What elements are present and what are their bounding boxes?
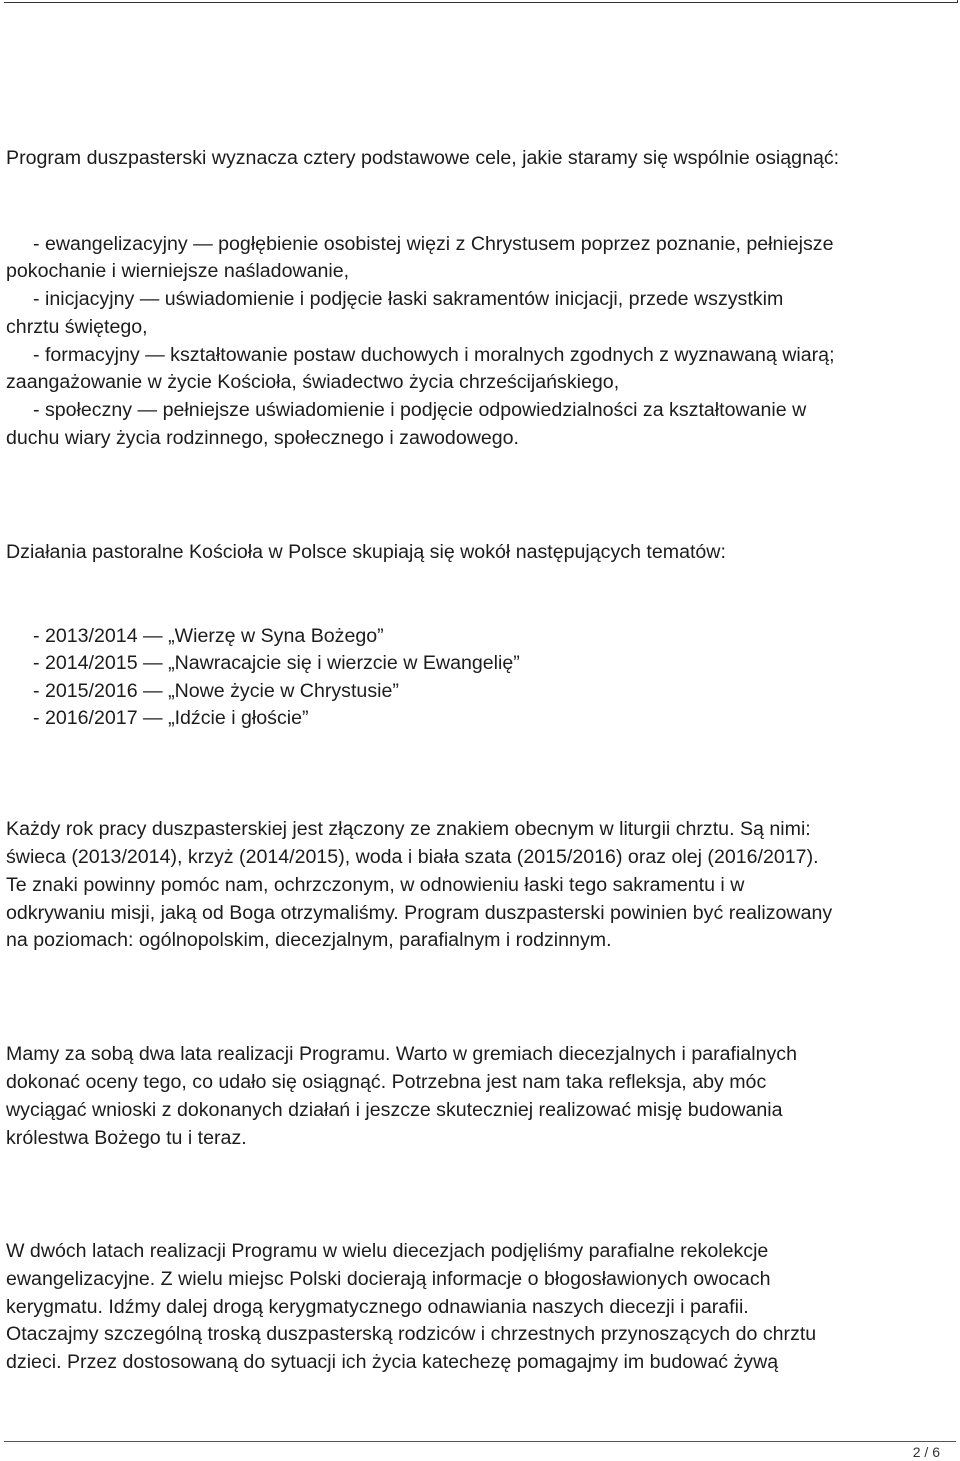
goal-4-line-1: - społeczny — pełniejsze uświadomienie i podjęcie odpowiedzialności za kształtowanie w: [33, 399, 807, 421]
goal-4-line-2: duchu wiary życia rodzinnego, społecznego i zawodowego.: [6, 427, 520, 449]
para4-line: dokonać oceny tego, co udało się osiągnąć. Potrzebna jest nam taka refleksja, aby móc: [6, 1071, 767, 1093]
goal-1-line-1: - ewangelizacyjny — pogłębienie osobistej więzi z Chrystusem poprzez poznanie, pełniejsze: [33, 233, 834, 255]
para3-line: odkrywaniu misji, jaką od Boga otrzymaliśmy. Program duszpasterski powinien być realizowany: [6, 902, 833, 924]
para5-line: ewangelizacyjne. Z wielu miejsc Polski docierają informacje o błogosławionych owocach: [6, 1268, 771, 1290]
goal-1-line-2: pokochanie i wierniejsze naśladowanie,: [6, 260, 350, 282]
top-rule: [4, 2, 958, 3]
para5-line: W dwóch latach realizacji Programu w wielu diecezjach podjęliśmy parafialne rekolekcje: [6, 1240, 769, 1262]
goal-3-line-1: - formacyjny — kształtowanie postaw duchowych i moralnych zgodnych z wyznawaną wiarą;: [33, 344, 835, 366]
para4-line: wyciągać wnioski z dokonanych działań i jeszcze skuteczniej realizować misję budowania: [6, 1099, 783, 1121]
para5-line: dzieci. Przez dostosowaną do sytuacji ich życia katechezę pomagajmy im budować żywą: [6, 1351, 779, 1373]
goal-2-line-1: - inicjacyjny — uświadomienie i podjęcie łaski sakramentów inicjacji, przede wszystkim: [33, 288, 784, 310]
top-rule-tick: [957, 0, 958, 3]
para3-line: świeca (2013/2014), krzyż (2014/2015), woda i biała szata (2015/2016) oraz olej (2016/2017).: [6, 846, 819, 868]
theme-item: - 2015/2016 — „Nowe życie w Chrystusie”: [33, 680, 399, 702]
theme-item: - 2013/2014 — „Wierzę w Syna Bożego”: [33, 625, 384, 647]
para3-line: na poziomach: ogólnopolskim, diecezjalnym, parafialnym i rodzinnym.: [6, 929, 612, 951]
para3-line: Te znaki powinny pomóc nam, ochrzczonym, w odnowieniu łaski tego sakramentu i w: [6, 874, 745, 896]
para3-line: Każdy rok pracy duszpasterskiej jest złączony ze znakiem obecnym w liturgii chrztu. Są nimi:: [6, 818, 811, 840]
themes-intro-line: Działania pastoralne Kościoła w Polsce skupiają się wokół następujących tematów:: [6, 541, 726, 563]
para4-line: królestwa Bożego tu i teraz.: [6, 1127, 247, 1149]
theme-item: - 2016/2017 — „Idźcie i głoście”: [33, 707, 309, 729]
para5-line: kerygmatu. Idźmy dalej drogą kerygmatycznego odnawiania naszych diecezji i parafii.: [6, 1296, 749, 1318]
theme-item: - 2014/2015 — „Nawracajcie się i wierzcie w Ewangelię”: [33, 652, 520, 674]
goal-2-line-2: chrztu świętego,: [6, 316, 148, 338]
goal-3-line-2: zaangażowanie w życie Kościoła, świadectwo życia chrześcijańskiego,: [6, 371, 620, 393]
footer-rule: [4, 1441, 956, 1442]
page-number: 2 / 6: [912, 1444, 940, 1460]
para5-line: Otaczajmy szczególną troską duszpasterską rodziców i chrzestnych przynoszących do chrztu: [6, 1323, 817, 1345]
intro-line: Program duszpasterski wyznacza cztery podstawowe cele, jakie staramy się wspólnie osiągnąć:: [6, 147, 840, 169]
para4-line: Mamy za sobą dwa lata realizacji Programu. Warto w gremiach diecezjalnych i parafialnych: [6, 1043, 797, 1065]
